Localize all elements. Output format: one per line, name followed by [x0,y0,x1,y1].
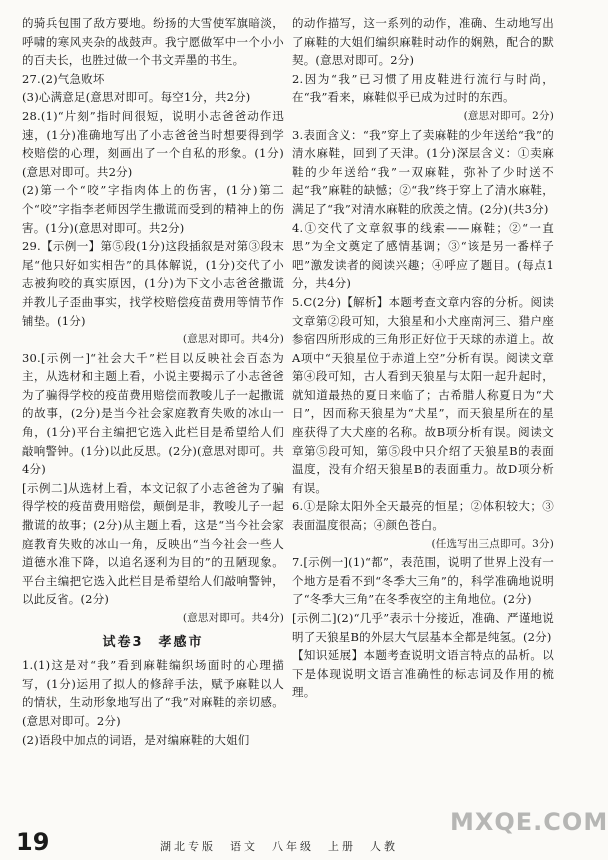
answer-paragraph: 2.因为“我”已习惯了用皮鞋进行流行与时尚，在“我”看来，麻鞋似乎已成为过时的东西。 [292,71,554,105]
answer-paragraph: (3)心满意足(意思对即可。每空1分，共2分) [22,90,251,105]
answer-paragraph: 28.(1)“片刻”指时间很短，说明小志爸爸动作迅速，(1分)准确地写出了小志爸爸当时想要得到学校赔偿的心理，刻画出了一个自私的形象。(1分)(意思对即可。共2分) [22,108,284,179]
answer-paragraph: 5.C(2分)【解析】本题考查文章内容的分析。阅读文章第②段可知，大狼星和小犬座南河三、猎户座参宿四所形成的三角形正好位于天球的赤道上。故A项中“天狼星位于赤道上空”分析有误。阅读文章第④段可知，古人看到天狼星与太阳一起升起时，就知道最热的夏日来临了；古希腊人称夏日为“犬日”，因而称天狼星为“犬星”，而天狼星所在的星座获得了大犬座的名称。故B项分析有误。阅读文章第⑤段可知，第⑤段中只介绍了天狼星B的表面温度，没有介绍天狼星B的表面重力。故D项分析有误。 [292,294,554,495]
right-column [292,14,554,702]
page-number: 19 [16,828,50,856]
answer-paragraph: [示例二](2)“几乎”表示十分接近，准确、严谨地说明了天狼星B的外层大气层基本全都是纯氢。(2分) [292,611,554,644]
answer-paragraph: 30.[示例一]“社会大千”栏目以反映社会百态为主，从选材和主题上看，小说主要揭示了小志爸爸为了骗得学校的疫苗费用赔偿而教唆儿子一起撒谎的故事，(2分)是当今社会家庭教育失败的冰山一角，(1分)平台主编把它选入此栏目是希望给人们敲响警钟。(1分)以此反思。(2分)(意思对即可。共4分) [22,350,284,477]
answer-paragraph: 3.表面含义：“我”穿上了卖麻鞋的少年送给“我”的清水麻鞋，回到了天津。(1分)深层含义：①卖麻鞋的少年送给“我”一双麻鞋，弥补了少时送不起“我”麻鞋的缺憾；②“我”终于穿上了清水麻鞋，满足了“我”对清水麻鞋的欣羡之情。(2分)(共3分) [292,127,554,216]
answer-paragraph: 的动作描写，这一系列的动作，准确、生动地写出了麻鞋的大姐们编织麻鞋时动作的娴熟，配合的默契。(意思对即可。2分) [292,16,554,68]
answer-paragraph: 7.[示例一](1)“都”，表范围，说明了世界上没有一个地方是看不到“冬季大三角”的，科学准确地说明了“冬季大三角”在冬季夜空的主角地位。(2分) [292,555,554,607]
answer-paragraph: 1.(1)这是对“我”看到麻鞋编织场面时的心理描写，(1分)运用了拟人的修辞手法，赋予麻鞋以人的情状，生动形象地写出了“我”对麻鞋的亲切感。(意思对即可。2分) [22,658,284,728]
score-note: (意思对即可。共4分) [182,612,284,624]
answer-paragraph: 4.①交代了文章叙事的线索——麻鞋；②“一直思”为全文奠定了感情基调；③“该是另一番样子吧”激发读者的阅读兴趣；④呼应了题目。(每点1分，共4分) [292,220,554,291]
answer-paragraph: 29.【示例一】第⑤段(1分)这段插叙是对第③段末尾“他只好如实相告”的具体解说，(1分)交代了小志被狗咬的真实原因，(1分)为下文小志爸爸撒谎并教儿子歪曲事实，找学校赔偿疫苗费用等情节作铺垫。(1分) [22,239,284,328]
section-heading: 试卷3 孝感市 [102,634,204,650]
answer-paragraph: (2)第一个“咬”字指肉体上的伤害，(1分)第二个“咬”字指李老师因学生撒谎而受到的精神上的伤害。(1分)(意思对即可。共2分) [22,183,284,235]
score-note: (意思对即可。共4分) [182,333,284,346]
answer-paragraph: 6.①是除太阳外全天最亮的恒星；②体积较大；③表面温度很高；④颜色苍白。 [292,499,554,533]
watermark-logo: MXQE.COM [450,808,608,836]
score-note: (任选写出三点即可。3分) [431,537,554,550]
answer-paragraph: 27.(2)气急败坏 [22,71,105,86]
left-column [22,14,284,749]
score-note: (意思对即可。2分) [463,109,554,122]
answer-paragraph: 的骑兵包围了敌方要地。纷扬的大雪使军旗暗淡，呼啸的寒风夹杂的战鼓声。我宁愿做军中一个小小的百夫长，也胜过做一个书文弄墨的书生。 [22,16,284,68]
book-info: 湖北专版 语文 八年级 上册 人教 [160,840,398,853]
answer-paragraph: (2)语段中加点的词语，是对编麻鞋的大姐们 [22,732,250,747]
answer-paragraph: 【知识延展】本题考查说明文语言特点的品析。以下是体现说明文语言准确性的标志词及作用的梳理。 [292,648,554,700]
answer-paragraph: [示例二]从选材上看，本文记叙了小志爸爸为了骗得学校的疫苗费用赔偿，颠倒是非，教唆儿子一起撒谎的故事；(2分)从主题上看，这是“当今社会家庭教育失败的冰山一角，反映出“当今社会一些人道德水准下降，以追名逐利为目的”的丑陋现象。平台主编把它选入此栏目是希望给人们敲响警钟，以此反省。(2分) [22,480,284,607]
